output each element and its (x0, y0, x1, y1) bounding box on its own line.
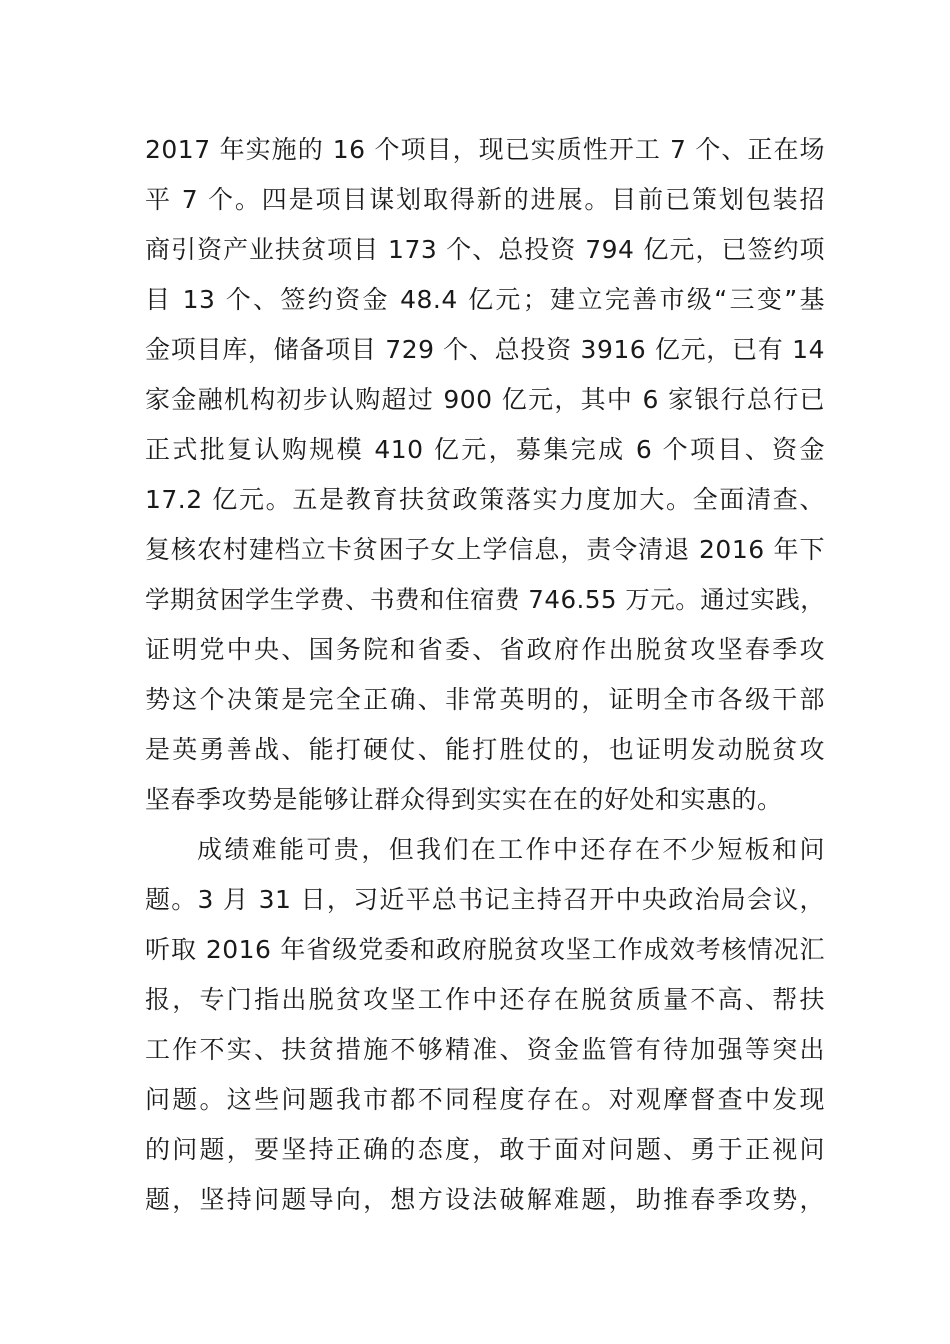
text-line: 成绩难能可贵，但我们在工作中还存在不少短板和问 (197, 835, 825, 864)
text-line: 家金融机构初步认购超过 900 亿元，其中 6 家银行总行已 (145, 385, 825, 414)
text-line: 工作不实、扶贫措施不够精准、资金监管有待加强等突出 (145, 1035, 825, 1064)
text-line: 报，专门指出脱贫攻坚工作中还存在脱贫质量不高、帮扶 (145, 985, 825, 1014)
text-line: 题，坚持问题导向，想方设法破解难题，助推春季攻势， (145, 1185, 825, 1214)
text-line: 问题。这些问题我市都不同程度存在。对观摩督查中发现 (145, 1085, 825, 1114)
text-line: 17.2 亿元。五是教育扶贫政策落实力度加大。全面清查、 (145, 485, 825, 514)
text-line: 题。3 月 31 日，习近平总书记主持召开中央政治局会议， (145, 885, 825, 914)
text-line: 听取 2016 年省级党委和政府脱贫攻坚工作成效考核情况汇 (145, 935, 825, 964)
text-line: 金项目库，储备项目 729 个、总投资 3916 亿元，已有 14 (145, 335, 825, 364)
body-text (145, 125, 825, 1225)
text-line: 势这个决策是完全正确、非常英明的，证明全市各级干部 (145, 685, 825, 714)
text-line: 证明党中央、国务院和省委、省政府作出脱贫攻坚春季攻 (145, 635, 825, 664)
paragraph-problems (145, 825, 825, 1225)
text-line: 坚春季攻势是能够让群众得到实实在在的好处和实惠的。 (145, 785, 783, 814)
text-line: 2017 年实施的 16 个项目，现已实质性开工 7 个、正在场 (145, 135, 825, 164)
text-line: 学期贫困学生学费、书费和住宿费 746.55 万元。通过实践， (145, 585, 826, 614)
text-line: 商引资产业扶贫项目 173 个、总投资 794 亿元，已签约项 (145, 235, 825, 264)
text-line: 复核农村建档立卡贫困子女上学信息，责令清退 2016 年下 (145, 535, 825, 564)
text-line: 平 7 个。四是项目谋划取得新的进展。目前已策划包装招 (145, 185, 825, 214)
text-line: 是英勇善战、能打硬仗、能打胜仗的，也证明发动脱贫攻 (145, 735, 825, 764)
text-line: 正式批复认购规模 410 亿元，募集完成 6 个项目、资金 (145, 435, 825, 464)
text-line: 目 13 个、签约资金 48.4 亿元；建立完善市级“三变”基 (145, 285, 825, 314)
text-line: 的问题，要坚持正确的态度，敢于面对问题、勇于正视问 (145, 1135, 825, 1164)
paragraph-achievements (145, 125, 825, 825)
